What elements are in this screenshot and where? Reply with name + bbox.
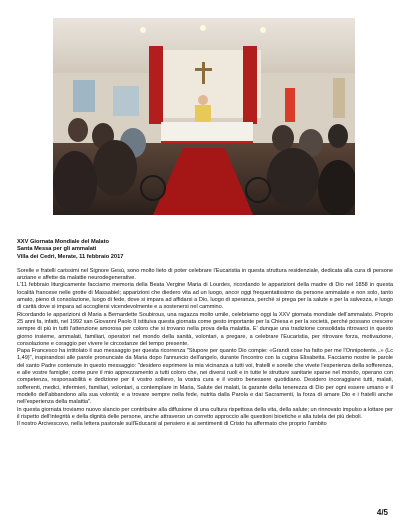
paragraph-3: Ricordando le apparizioni di Maria a Bernardette Soubirous, una ragazza molto umile, celebriamo oggi la XXV giornata mondiale dell'ammalato. Proprio 25 anni fa, infatti, nel 1992 san Giovanni Paolo II istituiva questa giornata come gesto importante per la Chiesa e per la società, perché possano crescere sempre di più in tutti l'attenzione amorosa per coloro che si trovano nella prova della malattia. E' dunque una tradizione consolidata ritrovarci in questo giorno insieme, ammalati, familiari, operatori nel mondo della sanità, volontari, a pregare, a celebrare l'Eucaristia, per ritrovare forza, motivazione, consolazione e coraggio per vivere le circostanze del tempo presente.	[17, 311, 393, 347]
homily-text	[17, 239, 393, 428]
paragraph-2: L'11 febbraio liturgicamente facciamo memoria della Beata Vergine Maria di Lourdes, ricordando le apparizioni della madre di Dio nel 1858 in questa località francese nelle grotte di Massabiel; apparizioni che diedero vita ad un luogo, ancor oggi frequentatissimo da persone ammalate e non solo, tanto amato, pieno di consolazione, luogo di fede, dove si impara ad affidarsi a Dio, luogo di speranza, perché si prega per la salute e per la salvezza, e luogo di carità dove si impara ad accogliersi vicendevolmente e a sostenersi nel cammino.	[17, 282, 393, 311]
event-title: XXV Giornata Mondiale del Malato	[17, 239, 109, 245]
event-subtitle: Santa Messa per gli ammalati	[17, 246, 97, 253]
paragraph-5: In questa giornata troviamo nuovo slancio per contribuire alla diffusione di una cultura rispettosa della vita, della salute; un rinnovato impulso a lottare per il rispetto dell'integrità e della dignità delle persone, anche attraverso un corretto approccio alle questioni bioetiche e alla tutela dei più deboli.	[17, 406, 393, 420]
event-place-date: Villa dei Cedri, Merate, 11 febbraio 2017	[17, 253, 124, 260]
paragraph-6: Il nostro Arcivescovo, nella lettera pastorale sull'Educarsi al pensiero e ai sentimenti di Cristo ha affermato che proprio l'ambito	[17, 421, 327, 428]
paragraph-4: Papa Francesco ha intitolato il suo messaggio per questa ricorrenza "Stupore per quanto Dio compie: «Grandi cose ha fatto per me l'Onnipotente...» (Lc 1,49)", inspirandosi alle parole pronunciate da Maria dopo l'annuncio dell'angelo, durante l'incontro con la cugina Elisabetta. Facciamo nostre le parole del santo Padre contenute in questo messaggio: "desidero esprimere la mia vicinanza a tutti voi, fratelli e sorelle che vivete l'esperienza della sofferenza, e alle vostre famiglie; come pure il mio apprezzamento a tutti coloro che, nei diversi ruoli e in tutte le strutture sanitarie sparse nel mondo, operano con competenza, responsabilità e dedizione per il vostro sollievo, la vostra cura e il vostro benessere quotidiano. Desidero incoraggiarvi tutti, malati, sofferenti, medici, infermieri, familiari, volontari, a contemplare in Maria, Salute dei malati, la garante della tenerezza di Dio per ogni essere umano e il modello dell'abbandono alla sua volontà; e a trovare sempre nella fede, nutrita dalla Parola e dai Sacramenti, la forza di amare Dio e i fratelli anche nell'esperienza della malattia".	[17, 348, 393, 406]
mass-photo	[53, 18, 355, 215]
paragraph-1: Sorelle e fratelli carissimi nel Signore Gesù, sono molto lieto di poter celebrare l'Eucaristia in questa struttura residenziale, dedicata alla cura di persone anziane e affette da malattie neurodegenerative.	[17, 267, 393, 282]
page-number: 4/5	[376, 508, 388, 517]
